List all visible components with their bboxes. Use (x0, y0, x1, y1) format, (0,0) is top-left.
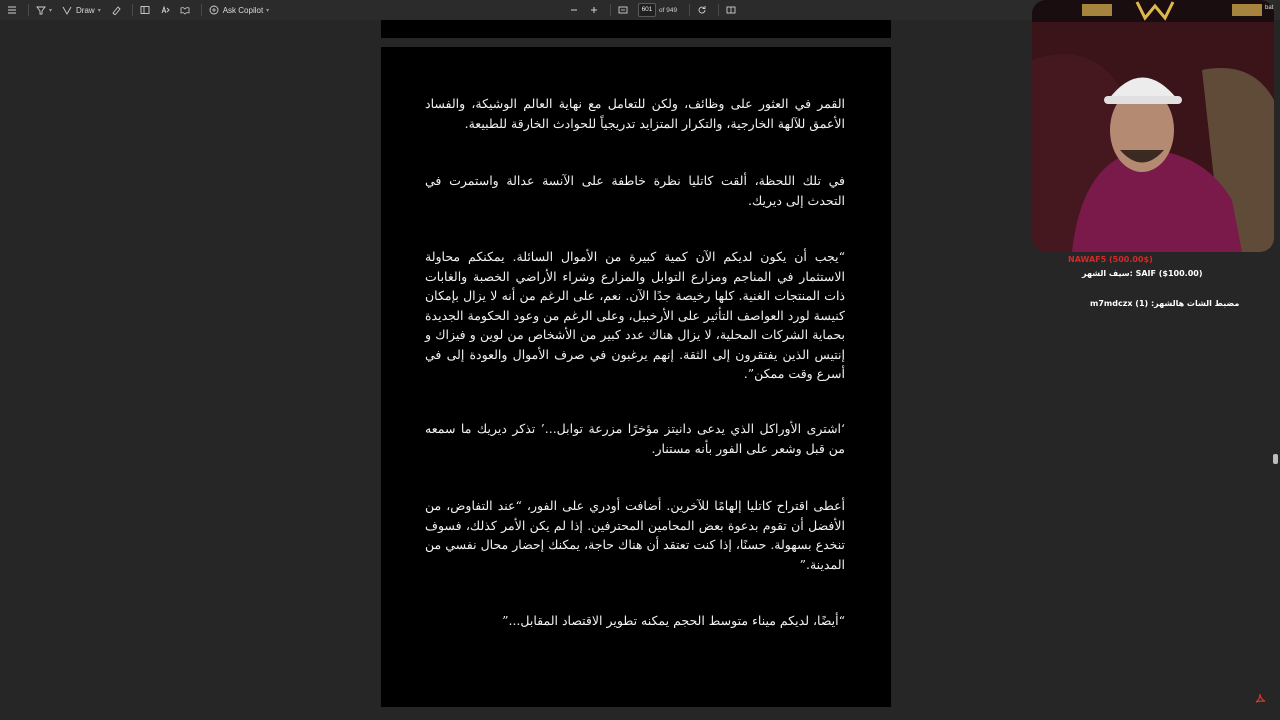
paragraph: “أيضًا، لديكم ميناء متوسط الحجم يمكنه تطوير الاقتصاد المقابل...” (502, 613, 845, 628)
text-box-icon (140, 5, 150, 15)
ask-copilot-button[interactable] (206, 2, 272, 18)
immersive-reader-icon (180, 5, 190, 15)
rotate-button[interactable] (694, 2, 710, 18)
toolbar-divider (28, 4, 29, 16)
erase-button[interactable] (108, 2, 124, 18)
ask-copilot-label: Ask Copilot (222, 5, 264, 15)
corner-label: bat (1265, 5, 1274, 11)
total-pages: of 949 (659, 6, 678, 14)
page-view-button[interactable] (723, 2, 739, 18)
fit-page-icon (618, 5, 628, 15)
rotate-icon (697, 5, 707, 15)
toolbar-divider (201, 4, 202, 16)
chevron-down-icon: ▾ (266, 6, 270, 14)
page-number-input[interactable]: 601 (638, 3, 656, 17)
paragraph: ‘اشترى الأوراكل الذي يدعى دانيتز مؤخرًا مزرعة توابل...’ تذكر ديريك ما سمعه من قبل وشعر على الفور بأنه مستنار. (425, 421, 845, 456)
toolbar-divider (610, 4, 611, 16)
list-icon (7, 5, 17, 15)
read-aloud-button[interactable] (157, 2, 173, 18)
pdf-icon (1254, 692, 1266, 704)
pdf-page (381, 47, 891, 707)
paragraph: في تلك اللحظة، ألقت كاتليا نظرة خاطفة على الآنسة عدالة واستمرت في التحدث إلى ديريك. (425, 173, 845, 208)
zoom-out-icon (569, 5, 579, 15)
toolbar-divider (689, 4, 690, 16)
immersive-reader-button[interactable] (177, 2, 193, 18)
overlay-line-red: NAWAF5 (500.00$) (1068, 255, 1153, 264)
copilot-icon (209, 5, 219, 15)
toolbar-divider (718, 4, 719, 16)
page-navigation (566, 2, 743, 18)
contents-button[interactable] (4, 2, 20, 18)
streamer-photo (1032, 0, 1274, 252)
page-view-icon (726, 5, 736, 15)
highlight-button[interactable] (33, 2, 55, 18)
toolbar-divider (132, 4, 133, 16)
zoom-out-button[interactable] (566, 2, 582, 18)
zoom-in-icon (589, 5, 599, 15)
paragraph: القمر في العثور على وظائف، ولكن للتعامل مع نهاية العالم الوشيكة، والفساد الأعمق للآلهة الخارجية، والتكرار المتزايد تدريجياً للحوادث الخارقة للطبيعة. (425, 96, 845, 131)
scrollbar-thumb[interactable] (1273, 454, 1278, 464)
draw-label: Draw (76, 5, 95, 15)
overlay-line-white: m7mdczx (1) :مضبط الشات هالشهر (1090, 299, 1240, 308)
overlay-line-white: سيف الشهر: SAIF ($100.00) (1082, 269, 1203, 278)
zoom-in-button[interactable] (586, 2, 602, 18)
eraser-icon (111, 5, 121, 15)
paragraph: “يجب أن يكون لديكم الآن كمية كبيرة من الأموال السائلة. يمكنكم محاولة الاستثمار في المناجم ومزارع التوابل والمزارع وشراء الأراضي الخصبة والغابات ذات المنتجات الغنية. كلها رخيصة جدًا الآن. نعم، على الرغم من أنه لا يزال بإمكان كنيسة لورد العواصف التأثير على الأرخبيل، وعلى الرغم من وعود الحكومة الجديدة بحماية الشركات المحلية، لا يزال هناك عدد كبير من الأشخاص من لوين و فيزاك و إنتيس الذين يفتقرون إلى الثقة. إنهم يرغبون في صرف الأموال والعودة إلى في أسرع وقت ممكن”. (425, 249, 845, 381)
text-box-button[interactable] (137, 2, 153, 18)
draw-button[interactable] (59, 2, 104, 18)
chevron-down-icon: ▾ (49, 6, 53, 14)
chevron-down-icon: ▾ (97, 6, 101, 14)
highlighter-icon (36, 5, 46, 15)
read-aloud-icon (160, 5, 170, 15)
previous-page (381, 20, 891, 38)
webcam-overlay (1032, 0, 1274, 252)
draw-icon (62, 5, 72, 15)
fit-page-button[interactable] (615, 2, 631, 18)
paragraph: أعطى اقتراح كاتليا إلهامًا للآخرين. أضافت أودري على الفور، “عند التفاوض، من الأفضل أن تقوم بدعوة بعض المحامين المحترفين. إذا لم يكن الأمر كذلك، فسوف تنخدع بسهولة. حسنًا، إذا كنت تعتقد أن هناك حاجة، يمكنك إحضار محال نفسي من المدينة.” (425, 498, 845, 572)
